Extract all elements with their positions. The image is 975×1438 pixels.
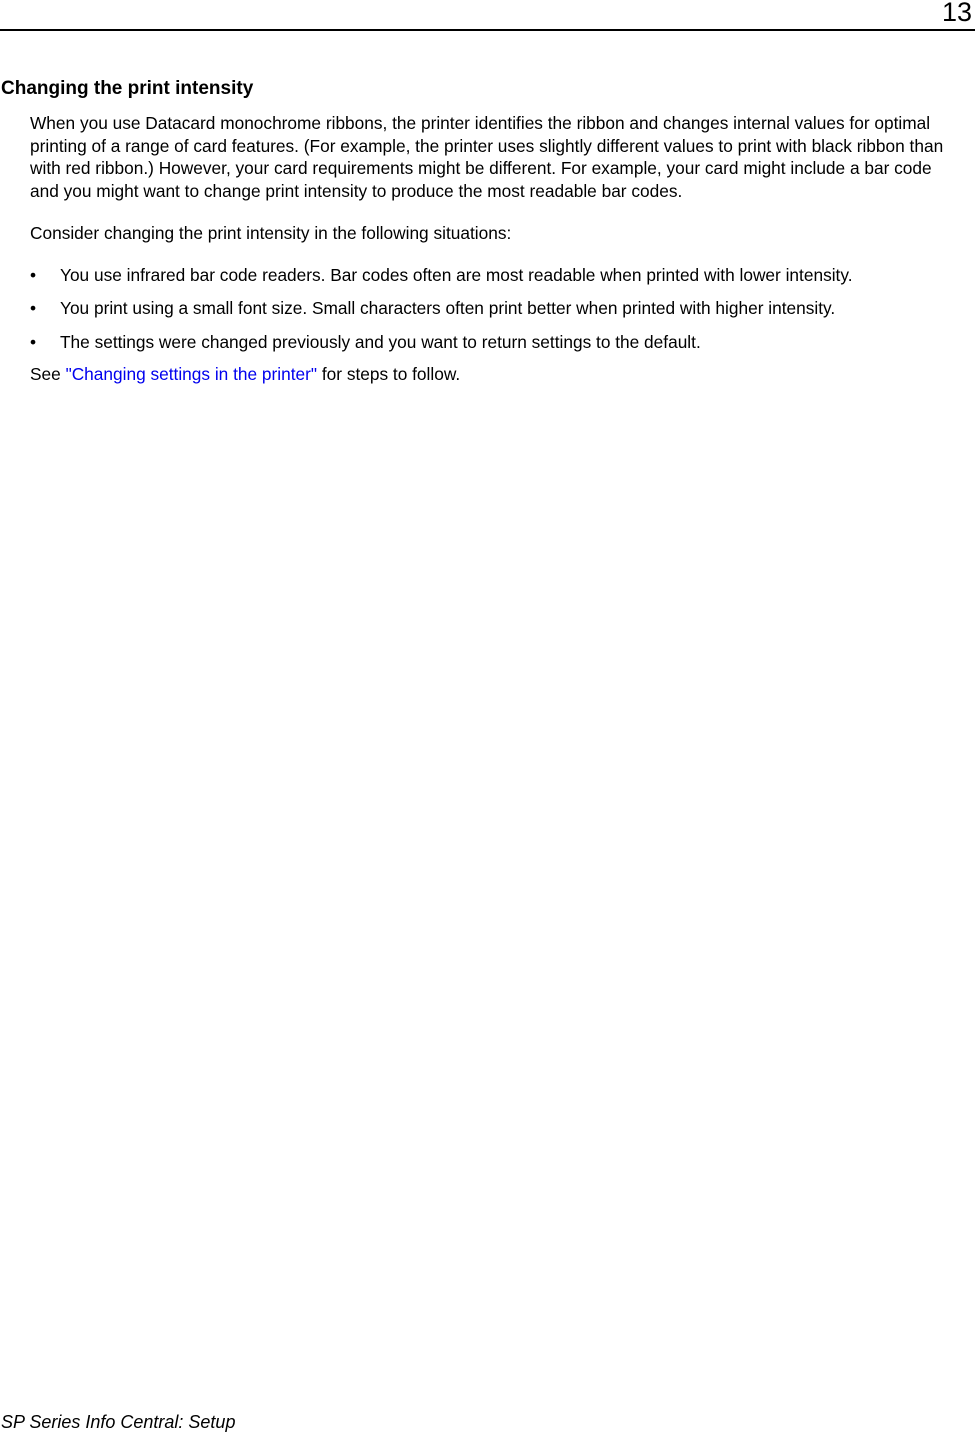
intro-paragraph: When you use Datacard monochrome ribbons, the printer identifies the ribbon and changes internal values for optimal printing of a range of card features. (For example, the printer uses slightly different values to print with black ribbon than with red ribbon.) However, your card requirements might be different. For example, your card might include a bar code and you might want to change print intensity to produce the most readable bar codes. xyxy=(30,113,944,201)
consider-paragraph: Consider changing the print intensity in the following situations: xyxy=(30,223,512,243)
footer-title: SP Series Info Central: Setup xyxy=(1,1412,236,1432)
see-suffix: for steps to follow. xyxy=(317,364,461,384)
situations-list xyxy=(30,264,965,354)
bullet-icon: • xyxy=(30,264,37,285)
section-body xyxy=(30,112,965,386)
list-item xyxy=(30,297,965,320)
header-divider xyxy=(0,29,975,31)
list-item-text: You use infrared bar code readers. Bar codes often are most readable when printed with lower intensity. xyxy=(60,264,853,285)
bullet-icon: • xyxy=(30,298,37,318)
list-item xyxy=(30,264,965,287)
see-prefix: See xyxy=(30,364,66,384)
page-number: 13 xyxy=(941,0,972,27)
list-item-text: The settings were changed previously and you want to return settings to the default. xyxy=(60,331,701,352)
list-item-text: You print using a small font size. Small characters often print better when printed with higher intensity. xyxy=(60,298,836,318)
section-title: Changing the print intensity xyxy=(1,78,254,99)
changing-settings-link[interactable]: "Changing settings in the printer" xyxy=(65,364,318,384)
see-also-line xyxy=(30,363,965,386)
bullet-icon: • xyxy=(30,331,37,352)
list-item xyxy=(30,331,965,354)
